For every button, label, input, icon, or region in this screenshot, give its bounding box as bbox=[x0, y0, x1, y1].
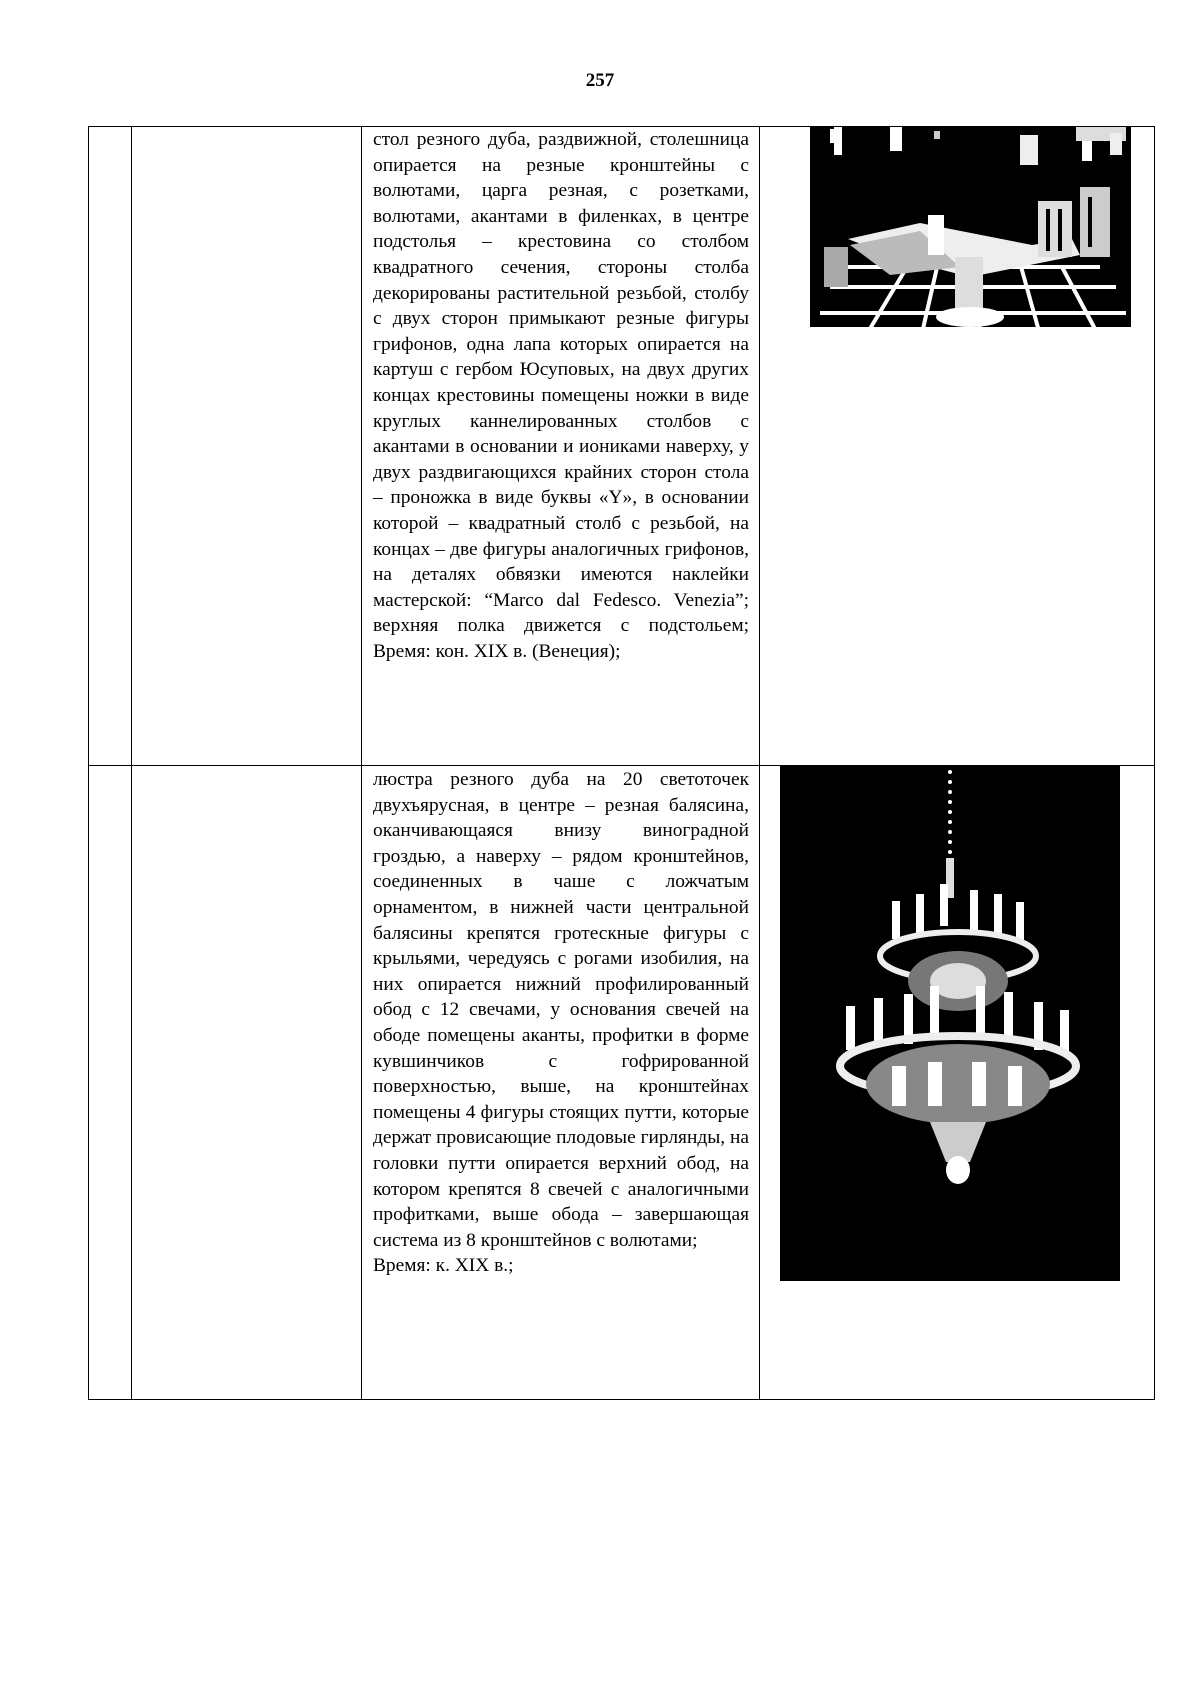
item-description-cell bbox=[362, 127, 760, 766]
item-description: стол резного дуба, раздвижной, столешница опирается на резные кронштейны с волютами, царга резная, с розетками, волютами, акантами в филенках, в центре подстолья – крестовина со столбом квадратного сечения, стороны столба декорированы растительной резьбой, столбу с двух сторон примыкают резные фигуры грифонов, одна лапа которых опирается на картуш с гербом Юсуповых, на двух других концах крестовины помещены ножки в виде круглых каннелированных столбов с акантами в основании и иониками наверху, у двух раздвигающихся крайних сторон стола – проножка в виде буквы «Y», в основании которой – квадратный столб с резьбой, на концах – две фигуры аналогичных грифонов, на деталях обвязки имеются наклейки мастерской: “Marco dal Fedesco. Venezia”; верхняя полка движется с подстольем; Время: кон. XIX в. (Венеция); bbox=[373, 129, 749, 662]
item-description-cell bbox=[362, 766, 760, 1400]
table-row bbox=[89, 766, 1155, 1400]
registry-table bbox=[88, 126, 1155, 1400]
item-description: люстра резного дуба на 20 светоточек двухъярусная, в центре – резная балясина, оканчивающаяся внизу виноградной гроздью, а наверху – рядом кронштейнов, соединенных в чаше с ложчатым орнаментом, в нижней части центральной балясины крепятся гротескные фигуры с крыльями, чередуясь с рогами изобилия, на них опирается нижний профилированный обод с 12 свечами, у основания свечей на ободе помещены аканты, профитки в форме кувшинчиков с гофрированной поверхностью, выше, на кронштейнах помещены 4 фигуры стоящих путти, которые держат провисающие плодовые гирлянды, на головки путти опирается верхний обод, на котором крепятся 8 свечей с аналогичными профитками, выше обода – завершающая система из 8 кронштейнов с волютами; bbox=[373, 769, 749, 1251]
page-number: 257 bbox=[585, 70, 615, 91]
item-photo-cell bbox=[760, 127, 1155, 766]
item-name-cell bbox=[132, 127, 362, 766]
chandelier-photo-icon bbox=[780, 766, 1154, 1281]
carved-table-photo-icon bbox=[810, 127, 1154, 350]
item-time: Время: к. XIX в.; bbox=[373, 1255, 514, 1277]
row-number-cell bbox=[89, 766, 132, 1400]
table-row bbox=[89, 127, 1155, 766]
item-photo-cell bbox=[760, 766, 1155, 1400]
item-name-cell bbox=[132, 766, 362, 1400]
row-number-cell bbox=[89, 127, 132, 766]
